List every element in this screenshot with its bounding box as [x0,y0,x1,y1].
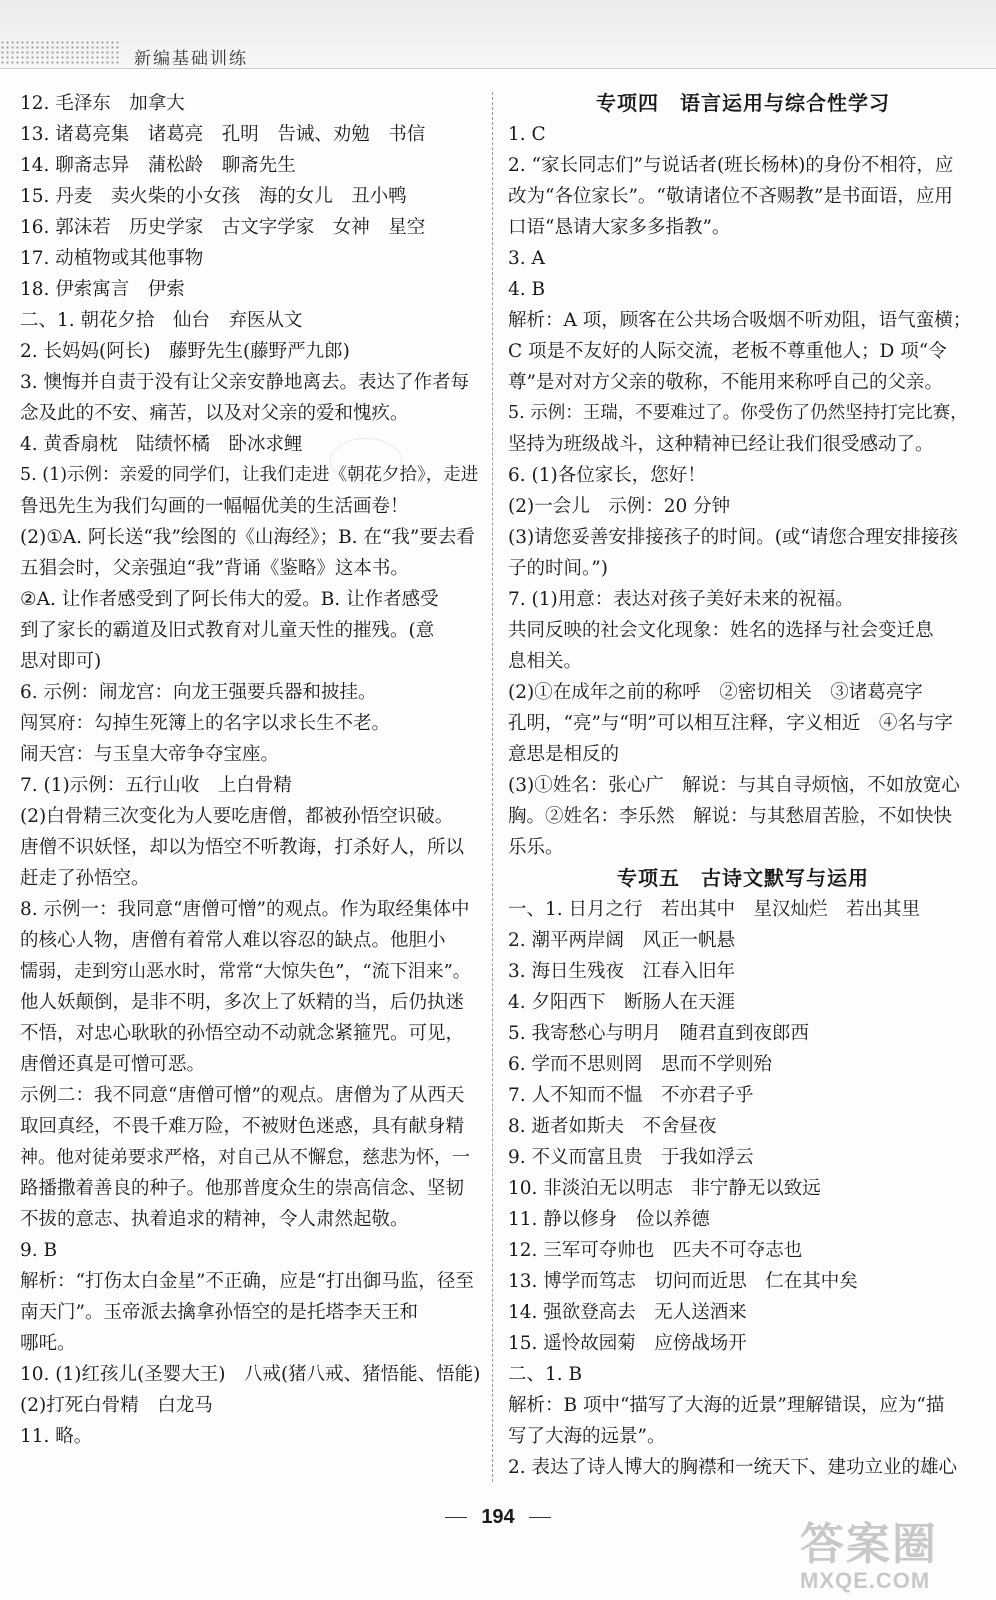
answer-line: 的核心人物，唐僧有着常人难以容忍的缺点。他胆小 [20,930,446,951]
watermark-en: MXQE.COM [800,1568,931,1593]
answer-line: 示例二：我不同意“唐僧可憎”的观点。唐僧为了从西天 [20,1085,465,1106]
left-column [20,88,482,1452]
answer-line: 闯冥府：勾掉生死簿上的名字以求长生不老。 [20,713,391,734]
answer-line: 唐僧不识妖怪，却以为悟空不听教诲，打杀好人，所以 [20,837,465,858]
answer-line: 取回真经，不畏千难万险，不被财色迷惑，具有献身精 [20,1116,465,1137]
answer-line: 16. 郭沫若 历史学家 古文字学家 女神 星空 [20,217,426,238]
section-title: 专项五 古诗文默写与运用 [617,866,869,890]
answer-line: 12. 毛泽东 加拿大 [20,93,185,114]
watermark-logo [800,1508,990,1596]
answer-line: 9. 不义而富且贵 于我如浮云 [508,1147,754,1168]
answer-line: (3)①姓名：张心广 解说：与其自寻烦恼，不如放宽心 [508,775,960,796]
answer-line: 8. 示例一：我同意“唐僧可憎”的观点。作为取经集体中 [20,899,470,920]
answer-line: 尊”是对对方父亲的敬称，不能用来称呼自己的父亲。 [508,372,943,393]
header-dot-pattern [0,40,120,66]
answer-line: 路播撒着善良的种子。他那普度众生的崇高信念、坚韧 [20,1178,465,1199]
answer-line: 改为“各位家长”。“敬请诸位不吝赐教”是书面语，应用 [508,186,953,207]
answer-line: 胸。②姓名：李乐然 解说：与其愁眉苦脸，不如快快 [508,806,953,827]
column-divider [492,92,493,1482]
answer-line: 3. 海日生残夜 江春入旧年 [508,961,736,982]
answer-line: 10. (1)红孩儿(圣婴大王) 八戒(猪八戒、猪悟能、悟能) [20,1364,481,1385]
answer-line: 南天门”。玉帝派去擒拿孙悟空的是托塔李天王和 [20,1302,418,1323]
answer-line: 5. 我寄愁心与明月 随君直到夜郎西 [508,1023,810,1044]
answer-line: ②A. 让作者感受到了阿长伟大的爱。B. 让作者感受 [20,589,439,610]
answer-line: 3. A [508,248,545,269]
answer-line: 7. (1)示例：五行山收 上白骨精 [20,775,292,796]
answer-line: 子的时间。”) [508,558,608,579]
answer-line: 懦弱，走到穷山恶水时，常常“大惊失色”，“流下泪来”。 [20,961,471,982]
answer-line: 14. 强欲登高去 无人送酒来 [508,1302,747,1323]
answer-line: 哪吒。 [20,1333,76,1354]
answer-line: 赶走了孙悟空。 [20,868,150,889]
answer-line: 17. 动植物或其他事物 [20,248,204,269]
page-number: 194 [481,1506,515,1528]
watermark-cn: 答案圈 [800,1520,938,1569]
answer-line: 6. 学而不思则罔 思而不学则殆 [508,1054,773,1075]
answer-line: 五猖会时，父亲强迫“我”背诵《鉴略》这本书。 [20,558,409,579]
answer-line: 思对即可) [20,651,102,672]
header-title: 新编基础训练 [134,49,248,69]
answer-line: (2)打死白骨精 白龙马 [20,1395,213,1416]
right-column [508,88,978,1483]
answer-line: 神。他对徒弟要求严格，对自己从不懈怠，慈悲为怀，一 [20,1147,470,1168]
answer-line: 2. “家长同志们”与说话者(班长杨林)的身份不相符，应 [508,155,954,176]
answer-line: 9. B [20,1240,58,1261]
faint-stamp-mark [330,438,402,484]
answer-line: 4. B [508,279,546,300]
answer-line: (2)白骨精三次变化为人要吃唐僧，都被孙悟空识破。 [20,806,454,827]
answer-line: 他人妖颠倒，是非不明，多次上了妖精的当，后仍执迷 [20,992,465,1013]
answer-line: 11. 略。 [20,1426,93,1447]
answer-line: 7. 人不知而不愠 不亦君子乎 [508,1085,754,1106]
answer-line: 3. 懊悔并自责于没有让父亲安静地离去。表达了作者每 [20,372,470,393]
answer-line: 10. 非淡泊无以明志 非宁静无以致远 [508,1178,821,1199]
answer-line: 写了大海的远景”。 [508,1426,666,1447]
answer-line: 共同反映的社会文化现象：姓名的选择与社会变迁息 [508,620,934,641]
answer-line: 4. 黄香扇枕 陆绩怀橘 卧冰求鲤 [20,434,303,455]
answer-line: (3)请您妥善安排接孩子的时间。(或“请您合理安排接孩 [508,527,958,548]
answer-line: 二、1. 朝花夕拾 仙台 弃医从文 [20,310,303,331]
answer-line: 意思是相反的 [508,744,620,765]
answer-line: C 项是不友好的人际交流，老板不尊重他人；D 项“令 [508,341,947,362]
answer-line: 2. 潮平两岸阔 风正一帆悬 [508,930,736,951]
answer-line: 二、1. B [508,1364,583,1385]
answer-line: 8. 逝者如斯夫 不舍昼夜 [508,1116,717,1137]
answer-line: 5. (1)示例：亲爱的同学们，让我们走进《朝花夕拾》，走进 [20,465,479,485]
answer-line: 到了家长的霸道及旧式教育对儿童天性的摧残。(意 [20,620,435,641]
answer-line: 15. 丹麦 卖火柴的小女孩 海的女儿 丑小鸭 [20,186,407,207]
answer-line: 口语“恳请大家多多指教”。 [508,217,731,238]
answer-line: (2)一会儿 示例：20 分钟 [508,496,731,517]
answer-line: 坚持为班级战斗，这种精神已经让我们很受感动了。 [508,434,934,455]
answer-line: (2)①在成年之前的称呼 ②密切相关 ③诸葛亮字 [508,682,923,703]
answer-line: 6. 示例：闹龙宫：向龙王强要兵器和披挂。 [20,682,377,703]
answer-line: 念及此的不安、痛苦，以及对父亲的爱和愧疚。 [20,403,409,424]
answer-line: 解析：A 项，顾客在公共场合吸烟不听劝阻，语气蛮横； [508,310,972,331]
answer-line: 解析：“打伤太白金星”不正确，应是“打出御马监，径至 [20,1271,474,1292]
answer-line: 2. 表达了诗人博大的胸襟和一统天下、建功立业的雄心 [508,1457,958,1478]
answer-line: (2)①A. 阿长送“我”绘图的《山海经》；B. 在“我”要去看 [20,527,475,548]
answer-line: 鲁迅先生为我们勾画的一幅幅优美的生活画卷！ [20,496,409,517]
answer-line: 4. 夕阳西下 断肠人在天涯 [508,992,736,1013]
answer-line: 孔明，“亮”与“明”可以相互注释，字义相近 ④名与字 [508,713,953,734]
answer-line: 13. 诸葛亮集 诸葛亮 孔明 告诫、劝勉 书信 [20,124,426,145]
answer-line: 12. 三军可夺帅也 匹夫不可夺志也 [508,1240,803,1261]
answer-line: 1. C [508,124,546,145]
answer-line: 不悟，对忠心耿耿的孙悟空动不动就念紧箍咒。可见， [20,1023,465,1044]
answer-line: 15. 遥怜故园菊 应傍战场开 [508,1333,747,1354]
answer-line: 11. 静以修身 俭以养德 [508,1209,710,1230]
answer-line: 唐僧还真是可憎可恶。 [20,1054,206,1075]
answer-line: 一、1. 日月之行 若出其中 星汉灿烂 若出其里 [508,899,921,920]
answer-line: 14. 聊斋志异 蒲松龄 聊斋先生 [20,155,296,176]
answer-line: 闹天宫：与玉皇大帝争夺宝座。 [20,744,280,765]
answer-line: 乐乐。 [508,837,564,858]
page-header [0,0,996,69]
answer-line: 息相关。 [508,651,583,672]
answer-line: 6. (1)各位家长，您好！ [508,465,706,486]
answer-line: 18. 伊索寓言 伊索 [20,279,185,300]
section-title: 专项四 语言运用与综合性学习 [596,91,890,115]
answer-line: 解析：B 项中“描写了大海的近景”理解错误，应为“描 [508,1395,945,1416]
answer-line: 2. 长妈妈(阿长) 藤野先生(藤野严九郎) [20,341,350,362]
answer-line: 7. (1)用意：表达对孩子美好未来的祝福。 [508,589,854,610]
answer-line: 5. 示例：王瑞，不要难过了。你受伤了仍然坚持打完比赛， [508,403,968,423]
answer-line: 13. 博学而笃志 切问而近思 仁在其中矣 [508,1271,858,1292]
answer-line: 不拔的意志、执着追求的精神，令人肃然起敬。 [20,1209,409,1230]
